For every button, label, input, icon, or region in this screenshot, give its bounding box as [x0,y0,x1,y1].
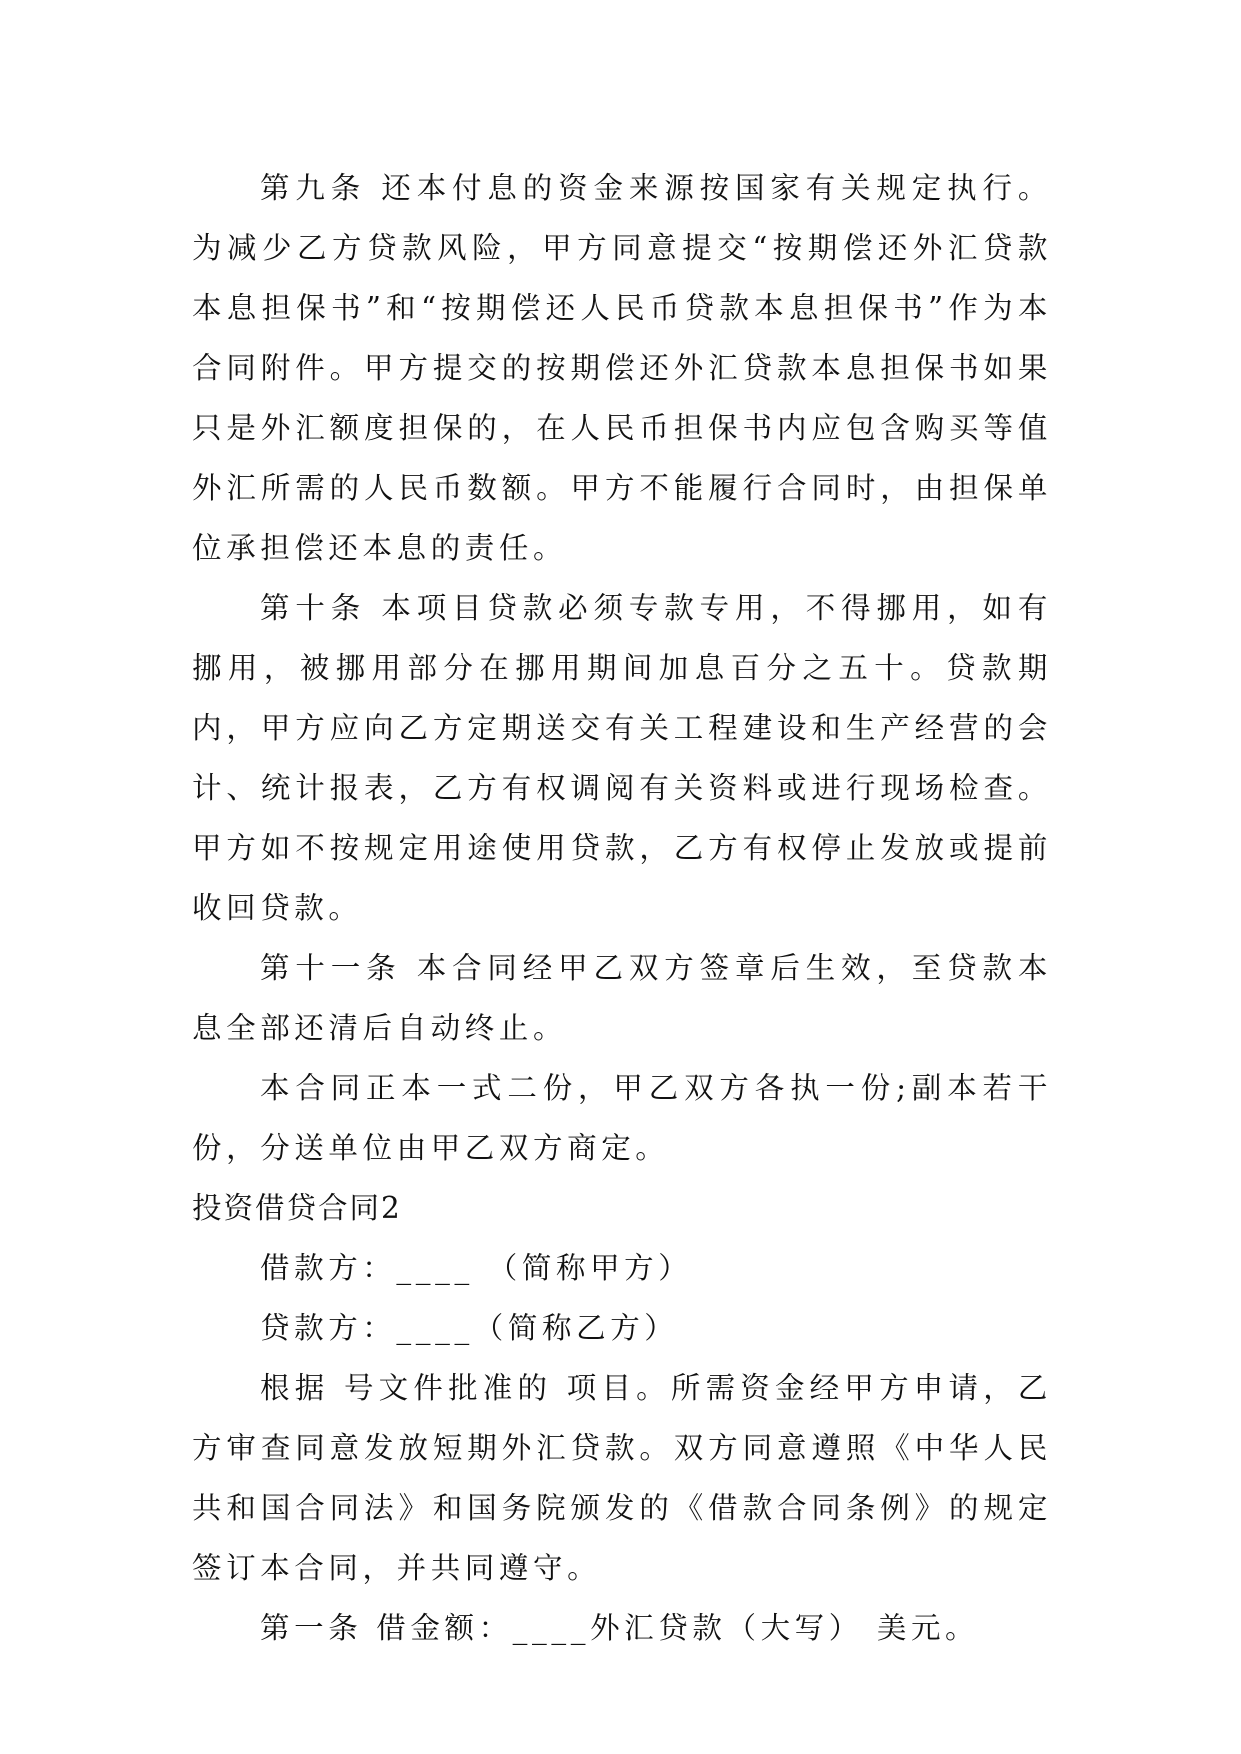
paragraph-article-10: 第十条 本项目贷款必须专款专用，不得挪用，如有挪用，被挪用部分在挪用期间加息百分之五十。贷款期内，甲方应向乙方定期送交有关工程建设和生产经营的会计、统计报表，乙方有权调阅有关资料或进行现场检查。甲方如不按规定用途使用贷款，乙方有权停止发放或提前收回贷款。 [192,591,1052,925]
paragraph-preamble: 根据 号文件批准的 项目。所需资金经甲方申请，乙方审查同意发放短期外汇贷款。双方同意遵照《中华人民共和国合同法》和国务院颁发的《借款合同条例》的规定签订本合同，并共同遵守。 [192,1371,1052,1585]
lender-line: 贷款方：____（简称乙方） [260,1311,679,1345]
paragraph-copies-clause: 本合同正本一式二份，甲乙双方各执一份;副本若干份，分送单位由甲乙双方商定。 [192,1071,1052,1165]
borrower-line: 借款方：____ （简称甲方） [260,1251,693,1285]
paragraph-article-9: 第九条 还本付息的资金来源按国家有关规定执行。为减少乙方贷款风险，甲方同意提交“按期偿还外汇贷款本息担保书”和“按期偿还人民币贷款本息担保书”作为本合同附件。甲方提交的按期偿还外汇贷款本息担保书如果只是外汇额度担保的，在人民币担保书内应包含购买等值外汇所需的人民币数额。甲方不能履行合同时，由担保单位承担偿还本息的责任。 [192,171,1052,565]
paragraph-article-11: 第十一条 本合同经甲乙双方签章后生效，至贷款本息全部还清后自动终止。 [192,951,1052,1045]
document-body [192,158,1052,1658]
contract-2-title: 投资借贷合同2 [192,1191,402,1225]
paragraph-article-1: 第一条 借金额：____外汇贷款（大写） 美元。 [260,1611,980,1645]
